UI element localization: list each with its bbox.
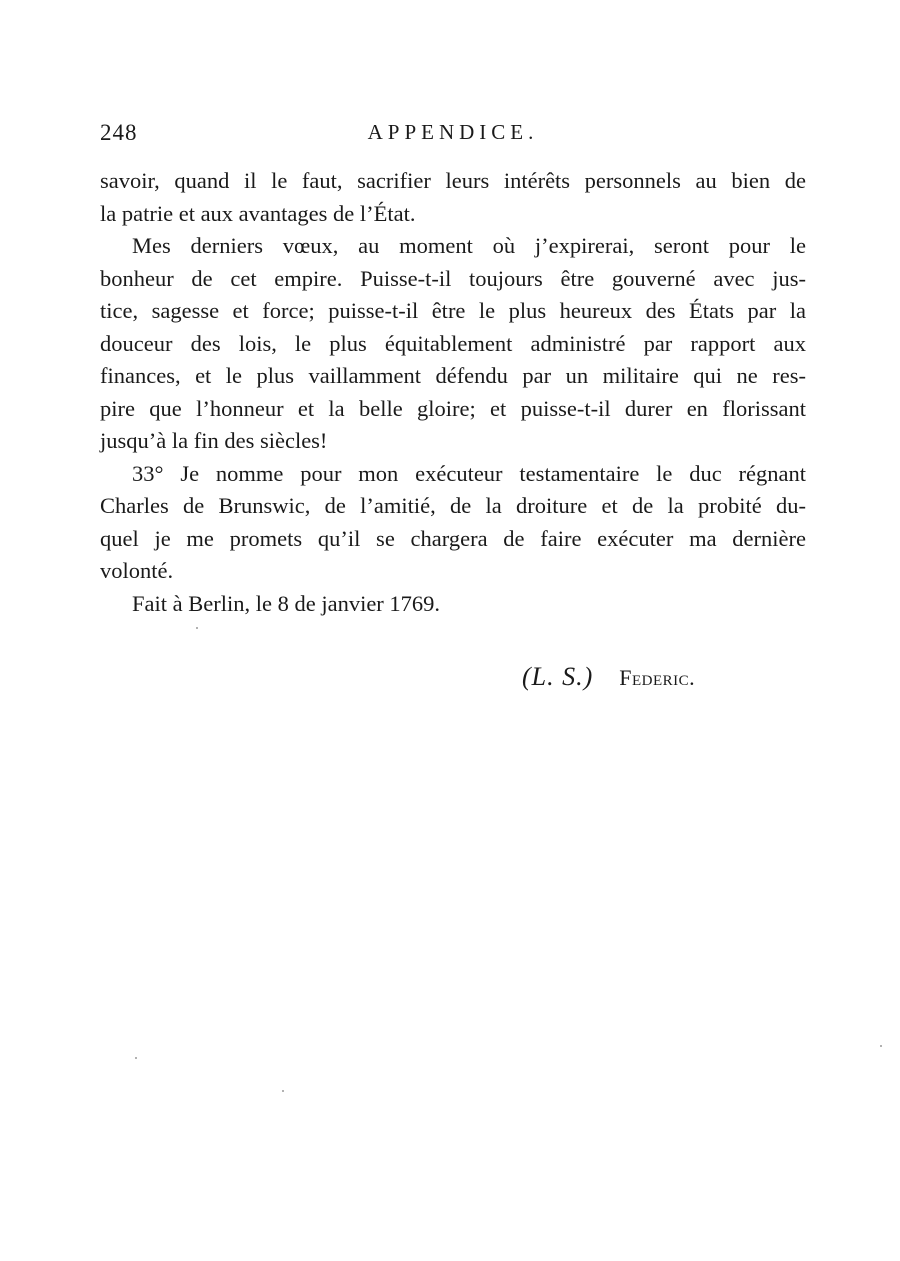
text-line: Mes derniers vœux, au moment où j’expirerai, seront pour le	[132, 233, 806, 258]
text-line: savoir, quand il le faut, sacrifier leurs intérêts personnels au bien de	[100, 168, 806, 193]
body-text	[100, 165, 806, 620]
text-line: quel je me promets qu’il se chargera de faire exécuter ma dernière	[100, 525, 806, 551]
paper-speck	[282, 1090, 284, 1092]
text-line: tice, sagesse et force; puisse-t-il être le plus heureux des États par la	[100, 298, 806, 323]
page-number: 248	[100, 120, 138, 145]
text-line: bonheur de cet empire. Puisse-t-il toujours être gouverné avec jus-	[100, 265, 806, 291]
running-head	[100, 120, 806, 154]
text-line: 33° Je nomme pour mon exécuteur testamentaire le duc régnant	[132, 460, 806, 486]
text-line: pire que l’honneur et la belle gloire; et puisse-t-il durer en florissant	[100, 395, 806, 421]
text-line: douceur des lois, le plus équitablement administré par rapport aux	[100, 330, 806, 356]
text-line: volonté.	[100, 558, 174, 583]
signature-block	[522, 660, 695, 694]
paper-speck	[880, 1045, 882, 1047]
text-line: jusqu’à la fin des siècles!	[100, 428, 328, 453]
seal-mark: (L. S.)	[522, 662, 594, 691]
paper-speck	[196, 627, 198, 629]
text-line: finances, et le plus vaillamment défendu par un militaire qui ne res-	[100, 363, 806, 388]
signatory-name: Federic.	[619, 665, 696, 690]
running-title: APPENDICE.	[367, 120, 539, 144]
text-line: Charles de Brunswic, de l’amitié, de la droiture et de la probité du-	[100, 493, 806, 518]
paper-speck	[135, 1057, 137, 1059]
dateline: Fait à Berlin, le 8 de janvier 1769.	[132, 590, 441, 616]
text-line: la patrie et aux avantages de l’État.	[100, 200, 416, 226]
